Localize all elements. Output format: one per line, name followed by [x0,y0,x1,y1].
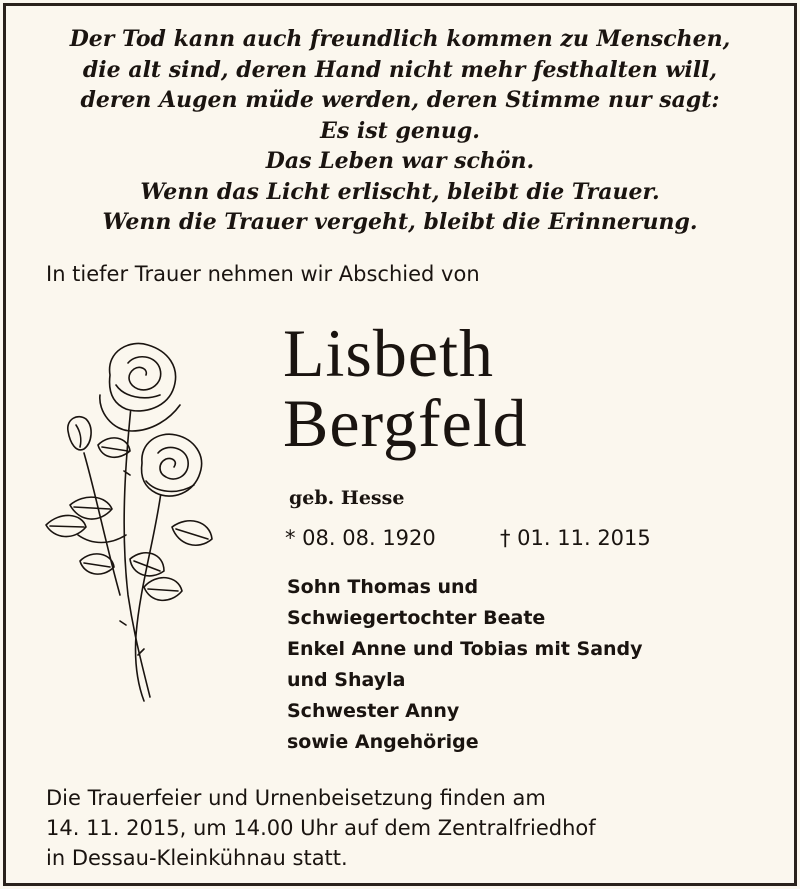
last-name: Bergfeld [283,385,528,461]
intro-text: In tiefer Trauer nehmen wir Abschied von [46,262,480,286]
poem-line: Das Leben war schön. [265,148,535,174]
mourners-list [287,572,643,758]
poem-line: Wenn das Licht erlischt, bleibt die Trauer. [140,178,660,205]
service-line: 14. 11. 2015, um 14.00 Uhr auf dem Zentralfriedhof [46,816,596,840]
rose-illustration-icon [40,335,225,705]
birth-date: * 08. 08. 1920 [285,526,436,550]
mourner-line: sowie Angehörige [287,731,479,753]
mourner-line: Enkel Anne und Tobias mit Sandy [287,638,643,660]
service-line: in Dessau-Kleinkühnau statt. [46,846,348,870]
first-name: Lisbeth [283,315,494,391]
poem-line: Wenn die Trauer vergeht, bleibt die Erinnerung. [102,209,698,235]
deceased-name [283,315,528,461]
service-details [46,783,596,873]
birth-name: geb. Hesse [289,487,405,509]
poem-line: Es ist genug. [320,117,480,144]
poem-line: die alt sind, deren Hand nicht mehr festhalten will, [82,56,718,83]
mourner-line: Schwiegertochter Beate [287,607,546,629]
poem-line: Der Tod kann auch freundlich kommen zu Menschen, [69,26,731,52]
poem-line: deren Augen müde werden, deren Stimme nur sagt: [80,87,720,113]
poem [20,24,780,238]
death-date: † 01. 11. 2015 [500,526,651,550]
mourner-line: Sohn Thomas und [287,576,479,598]
life-dates [285,525,651,551]
mourner-line: Schwester Anny [287,700,460,722]
service-line: Die Trauerfeier und Urnenbeisetzung finden am [46,786,546,810]
mourner-line: und Shayla [287,669,406,691]
